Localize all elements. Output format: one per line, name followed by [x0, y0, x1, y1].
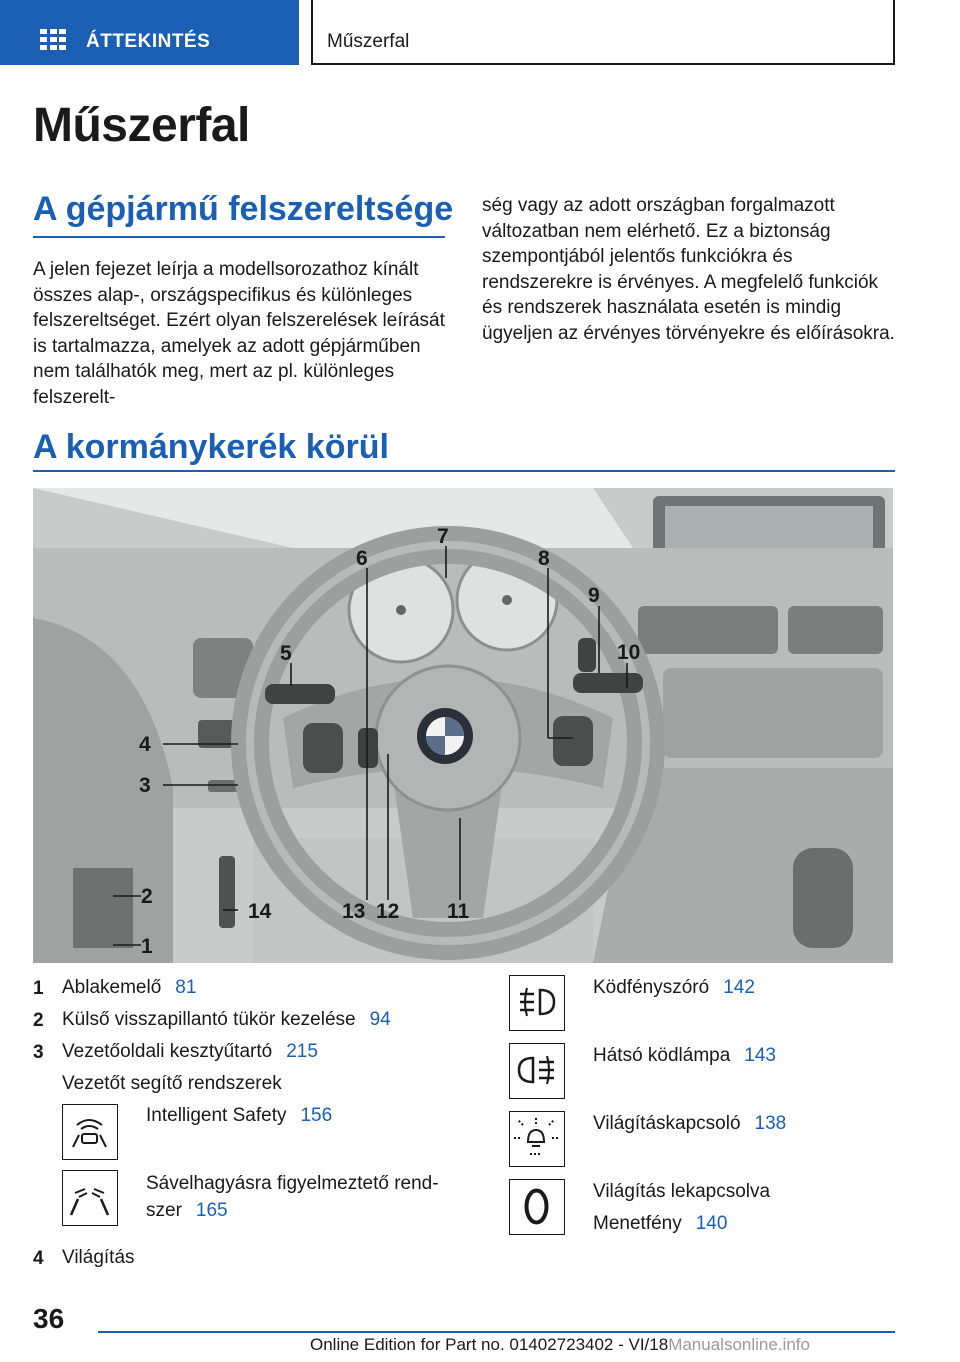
- callout-12: 12: [376, 900, 400, 923]
- callout-5: 5: [280, 642, 292, 665]
- callout-13: 13: [342, 900, 366, 923]
- legend-num-1: 1: [33, 978, 44, 999]
- footer-watermark: Manualsonline.info: [668, 1335, 810, 1354]
- callout-6: 6: [356, 547, 368, 570]
- page-link[interactable]: 215: [286, 1041, 318, 1062]
- footer-divider: [98, 1331, 895, 1333]
- paragraph-left: A jelen fejezet leírja a modellsorozathoz kínált összes alap-, országspecifikus és különleges felszereltséget. Ezért olyan felszerelések leírását is tartalmazza, amelyek az adott gépjárműben nem találhatók meg, mert az pl. különleges felszerelt-: [33, 259, 445, 408]
- legend-num-3: 3: [33, 1042, 44, 1063]
- breadcrumb[interactable]: [311, 0, 895, 65]
- page-link[interactable]: 138: [754, 1113, 787, 1134]
- legend-num-4: 4: [33, 1248, 44, 1269]
- legend-item-intelligent-safety: Intelligent Safety 156: [146, 1105, 333, 1126]
- page-number: 36: [33, 1303, 65, 1334]
- callout-2: 2: [141, 885, 153, 908]
- legend-item-front-fog: Ködfényszóró 142: [593, 977, 755, 998]
- page-link[interactable]: 140: [695, 1213, 728, 1234]
- lane-departure-icon: [62, 1170, 118, 1226]
- legend-item-mirror-control: Külső visszapillantó tükör kezelése 94: [62, 1009, 391, 1030]
- section-divider: [33, 470, 895, 472]
- overview-tab[interactable]: [0, 0, 299, 65]
- front-fog-light-icon: [509, 975, 565, 1031]
- page-link[interactable]: 165: [195, 1200, 228, 1221]
- callout-11: 11: [447, 900, 470, 923]
- footer-edition: Online Edition for Part no. 01402723402 - VI/18Manualsonline.info: [310, 1335, 810, 1354]
- legend-item-glovebox: Vezetőoldali kesztyűtartó 215: [62, 1041, 318, 1062]
- page-link[interactable]: 94: [369, 1009, 391, 1030]
- page-link[interactable]: 81: [175, 977, 197, 998]
- legend-item-light-switch: Világításkapcsoló 138: [593, 1113, 787, 1134]
- section-title-steering-wheel: A kormánykerék körül: [33, 428, 389, 466]
- callout-10: 10: [617, 641, 641, 664]
- breadcrumb-label: Műszerfal: [327, 31, 410, 52]
- legend-item-lighting: Világítás: [62, 1247, 135, 1268]
- legend-subheading-driver-assist: Vezetőt segítő rendszerek: [62, 1073, 282, 1094]
- page-title: Műszerfal: [33, 99, 250, 152]
- paragraph-right: ség vagy az adott országban forgalmazott változatban nem elérhető. Ez a biztonság szempontjából jelentős funkciókra és rendszerekre is érvényes. A megfelelő funkciók és rendszerek használata esetén is mindig ügyeljen az érvényes törvényekre és előírásokra.: [482, 195, 895, 344]
- legend-num-2: 2: [33, 1010, 44, 1031]
- overview-tab-label: ÁTTEKINTÉS: [86, 31, 211, 52]
- legend-item-window-lifter: Ablakemelő 81: [62, 977, 197, 998]
- intelligent-safety-icon: [62, 1104, 118, 1160]
- lights-off-icon: [509, 1179, 565, 1235]
- cockpit-illustration: [33, 488, 893, 963]
- callout-8: 8: [538, 547, 550, 570]
- grid-menu-icon: [40, 29, 66, 51]
- callout-3: 3: [139, 774, 151, 797]
- legend-item-lane-departure: Sávelhagyásra figyelmeztető rend- szer 165: [146, 1173, 439, 1221]
- rear-fog-light-icon: [509, 1043, 565, 1099]
- callout-7: 7: [437, 525, 449, 548]
- legend-item-lights-off: Világítás lekapcsolva Menetfény 140: [593, 1181, 771, 1234]
- callout-14: 14: [248, 900, 272, 923]
- section-divider: [33, 236, 445, 238]
- callout-9: 9: [588, 584, 600, 607]
- section-title-equipment: A gépjármű felszereltsége: [33, 190, 454, 228]
- page-link[interactable]: 143: [744, 1045, 776, 1066]
- page-link[interactable]: 156: [300, 1105, 333, 1126]
- callout-1: 1: [141, 935, 153, 958]
- light-switch-icon: [509, 1111, 565, 1167]
- legend-item-rear-fog: Hátsó ködlámpa 143: [593, 1045, 776, 1066]
- callout-4: 4: [139, 733, 151, 756]
- page-link[interactable]: 142: [723, 977, 755, 998]
